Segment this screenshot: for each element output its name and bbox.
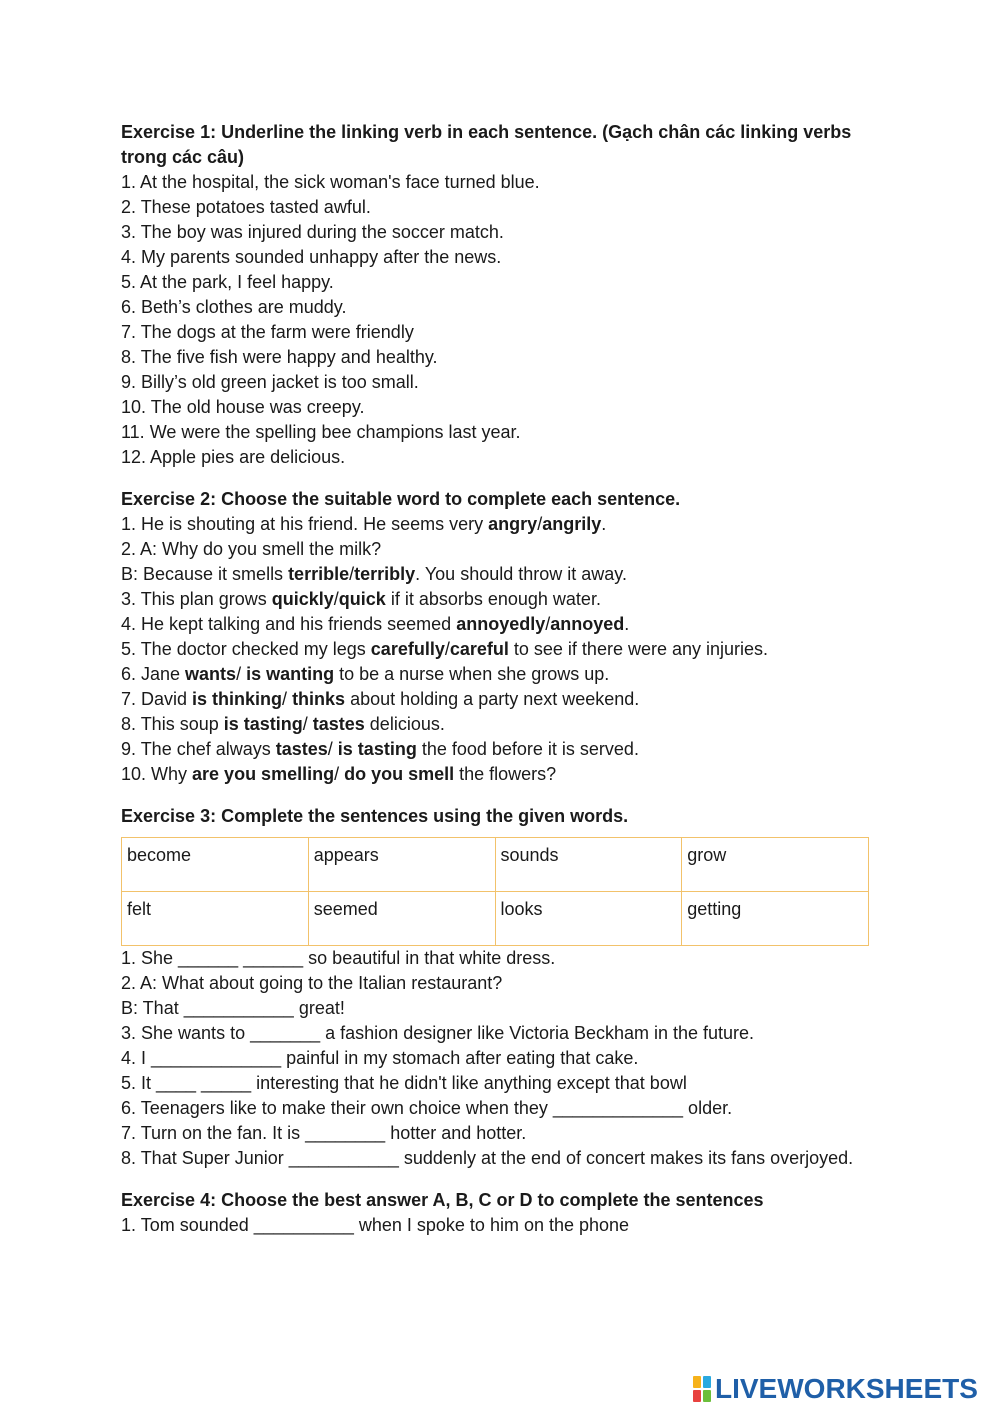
sentence-text: / <box>327 739 338 759</box>
sentence-text: if it absorbs enough water. <box>385 589 601 609</box>
word-bank-row <box>122 838 869 892</box>
exercise-1-item: 7. The dogs at the farm were friendly <box>121 322 414 342</box>
logo-square <box>693 1376 701 1388</box>
exercise-1-item: 11. We were the spelling bee champions last year. <box>121 422 521 442</box>
exercise-4-list <box>121 1213 881 1238</box>
word-bank-cell: looks <box>495 892 682 946</box>
sentence-text: to see if there were any injuries. <box>508 639 769 659</box>
exercise-3-item: 2. A: What about going to the Italian restaurant? <box>121 973 503 993</box>
word-bank-cell: seemed <box>308 892 495 946</box>
sentence-text: 8. This soup <box>121 714 224 734</box>
answer-option: quickly <box>271 589 334 609</box>
exercise-1-title: Exercise 1: Underline the linking verb in each sentence. (Gạch chân các linking verbs trong các câu) <box>121 122 852 167</box>
answer-option: angrily <box>542 514 602 534</box>
sentence-text: 6. Jane <box>121 664 186 684</box>
sentence-text: / <box>444 639 450 659</box>
sentence-text: / <box>282 689 293 709</box>
answer-option: angry <box>488 514 538 534</box>
word-bank-cell: become <box>122 838 309 892</box>
sentence-text: / <box>545 614 551 634</box>
answer-option: annoyedly <box>456 614 546 634</box>
answer-option: tastes <box>312 714 365 734</box>
sentence-text: 3. This plan grows <box>121 589 272 609</box>
word-bank-cell: appears <box>308 838 495 892</box>
sentence-text: . You should throw it away. <box>415 564 627 584</box>
exercise-1-item: 5. At the park, I feel happy. <box>121 272 334 292</box>
sentence-text: the food before it is served. <box>416 739 639 759</box>
sentence-text: 2. A: Why do you smell the milk? <box>121 539 382 559</box>
exercise-2-item <box>121 687 881 712</box>
answer-option: annoyed <box>550 614 625 634</box>
word-bank-cell: grow <box>682 838 869 892</box>
exercise-1-item: 2. These potatoes tasted awful. <box>121 197 371 217</box>
word-bank-table <box>121 837 869 946</box>
worksheet <box>121 120 881 1238</box>
sentence-text: 5. The doctor checked my legs <box>121 639 371 659</box>
answer-option: wants <box>185 664 237 684</box>
word-bank-cell: getting <box>682 892 869 946</box>
exercise-3-item: B: That ___________ great! <box>121 998 345 1018</box>
sentence-text: about holding a party next weekend. <box>345 689 640 709</box>
exercise-4-title: Exercise 4: Choose the best answer A, B, C or D to complete the sentences <box>121 1190 764 1210</box>
answer-option: tastes <box>275 739 328 759</box>
answer-option: terribly <box>354 564 416 584</box>
exercise-3-item: 4. I _____________ painful in my stomach after eating that cake. <box>121 1048 639 1068</box>
exercise-2-item <box>121 537 881 562</box>
sentence-text: to be a nurse when she grows up. <box>334 664 610 684</box>
sentence-text: the flowers? <box>454 764 557 784</box>
answer-option: quick <box>338 589 386 609</box>
answer-option: is wanting <box>246 664 335 684</box>
liveworksheets-logo-text: LIVEWORKSHEETS <box>715 1373 978 1404</box>
exercise-4-item: 1. Tom sounded __________ when I spoke to him on the phone <box>121 1215 630 1235</box>
exercise-1-item: 12. Apple pies are delicious. <box>121 447 346 467</box>
exercise-2-item <box>121 512 881 537</box>
sentence-text: / <box>333 589 339 609</box>
exercise-2-list <box>121 512 881 787</box>
exercise-1-item: 9. Billy’s old green jacket is too small. <box>121 372 419 392</box>
exercise-3-item: 8. That Super Junior ___________ suddenly at the end of concert makes its fans overjoyed. <box>121 1148 854 1168</box>
exercise-3 <box>121 804 881 1171</box>
answer-option: is tasting <box>337 739 417 759</box>
exercise-3-item: 3. She wants to _______ a fashion designer like Victoria Beckham in the future. <box>121 1023 755 1043</box>
liveworksheets-logo-icon <box>693 1376 711 1402</box>
exercise-2-item <box>121 562 881 587</box>
exercise-2-item <box>121 737 881 762</box>
answer-option: thinks <box>292 689 346 709</box>
exercise-2-item <box>121 762 881 787</box>
exercise-1-item: 6. Beth’s clothes are muddy. <box>121 297 347 317</box>
sentence-text: 10. Why <box>121 764 193 784</box>
sentence-text: 1. He is shouting at his friend. He seems very <box>121 514 489 534</box>
answer-option: is thinking <box>192 689 283 709</box>
word-bank-row <box>122 892 869 946</box>
answer-option: is tasting <box>223 714 303 734</box>
sentence-text: / <box>302 714 313 734</box>
logo-square <box>703 1376 711 1388</box>
exercise-1-list <box>121 170 881 470</box>
exercise-1-item: 10. The old house was creepy. <box>121 397 365 417</box>
exercise-4 <box>121 1188 881 1238</box>
answer-option: are you smelling <box>192 764 335 784</box>
exercise-1-item: 8. The five fish were happy and healthy. <box>121 347 438 367</box>
sentence-text: B: Because it smells <box>121 564 289 584</box>
sentence-text: / <box>349 564 355 584</box>
exercise-1-item: 1. At the hospital, the sick woman's face turned blue. <box>121 172 540 192</box>
exercise-3-item: 6. Teenagers like to make their own choice when they _____________ older. <box>121 1098 733 1118</box>
sentence-text: / <box>537 514 543 534</box>
word-bank-cell: felt <box>122 892 309 946</box>
exercise-3-item: 5. It ____ _____ interesting that he didn't like anything except that bowl <box>121 1073 687 1093</box>
exercise-2-item <box>121 587 881 612</box>
exercise-1-item: 4. My parents sounded unhappy after the news. <box>121 247 502 267</box>
exercise-2-item <box>121 637 881 662</box>
answer-option: do you smell <box>344 764 455 784</box>
sentence-text: 7. David <box>121 689 193 709</box>
exercise-3-item: 7. Turn on the fan. It is ________ hotter and hotter. <box>121 1123 527 1143</box>
sentence-text: . <box>601 514 607 534</box>
answer-option: carefully <box>370 639 445 659</box>
sentence-text: / <box>236 664 247 684</box>
sentence-text: . <box>624 614 630 634</box>
exercise-3-title: Exercise 3: Complete the sentences using the given words. <box>121 806 629 826</box>
exercise-2-item <box>121 662 881 687</box>
exercise-2-title: Exercise 2: Choose the suitable word to complete each sentence. <box>121 489 681 509</box>
exercise-3-item: 1. She ______ ______ so beautiful in that white dress. <box>121 948 556 968</box>
exercise-3-list <box>121 946 881 1171</box>
sentence-text: / <box>334 764 345 784</box>
exercise-2-item <box>121 712 881 737</box>
logo-square <box>693 1390 701 1402</box>
exercise-1-item: 3. The boy was injured during the soccer match. <box>121 222 504 242</box>
liveworksheets-logo <box>693 1372 978 1406</box>
sentence-text: 4. He kept talking and his friends seemed <box>121 614 457 634</box>
exercise-2 <box>121 487 881 787</box>
sentence-text: delicious. <box>364 714 445 734</box>
logo-square <box>703 1390 711 1402</box>
answer-option: careful <box>449 639 509 659</box>
exercise-2-item <box>121 612 881 637</box>
exercise-1 <box>121 120 881 470</box>
sentence-text: 9. The chef always <box>121 739 276 759</box>
answer-option: terrible <box>288 564 350 584</box>
word-bank-cell: sounds <box>495 838 682 892</box>
